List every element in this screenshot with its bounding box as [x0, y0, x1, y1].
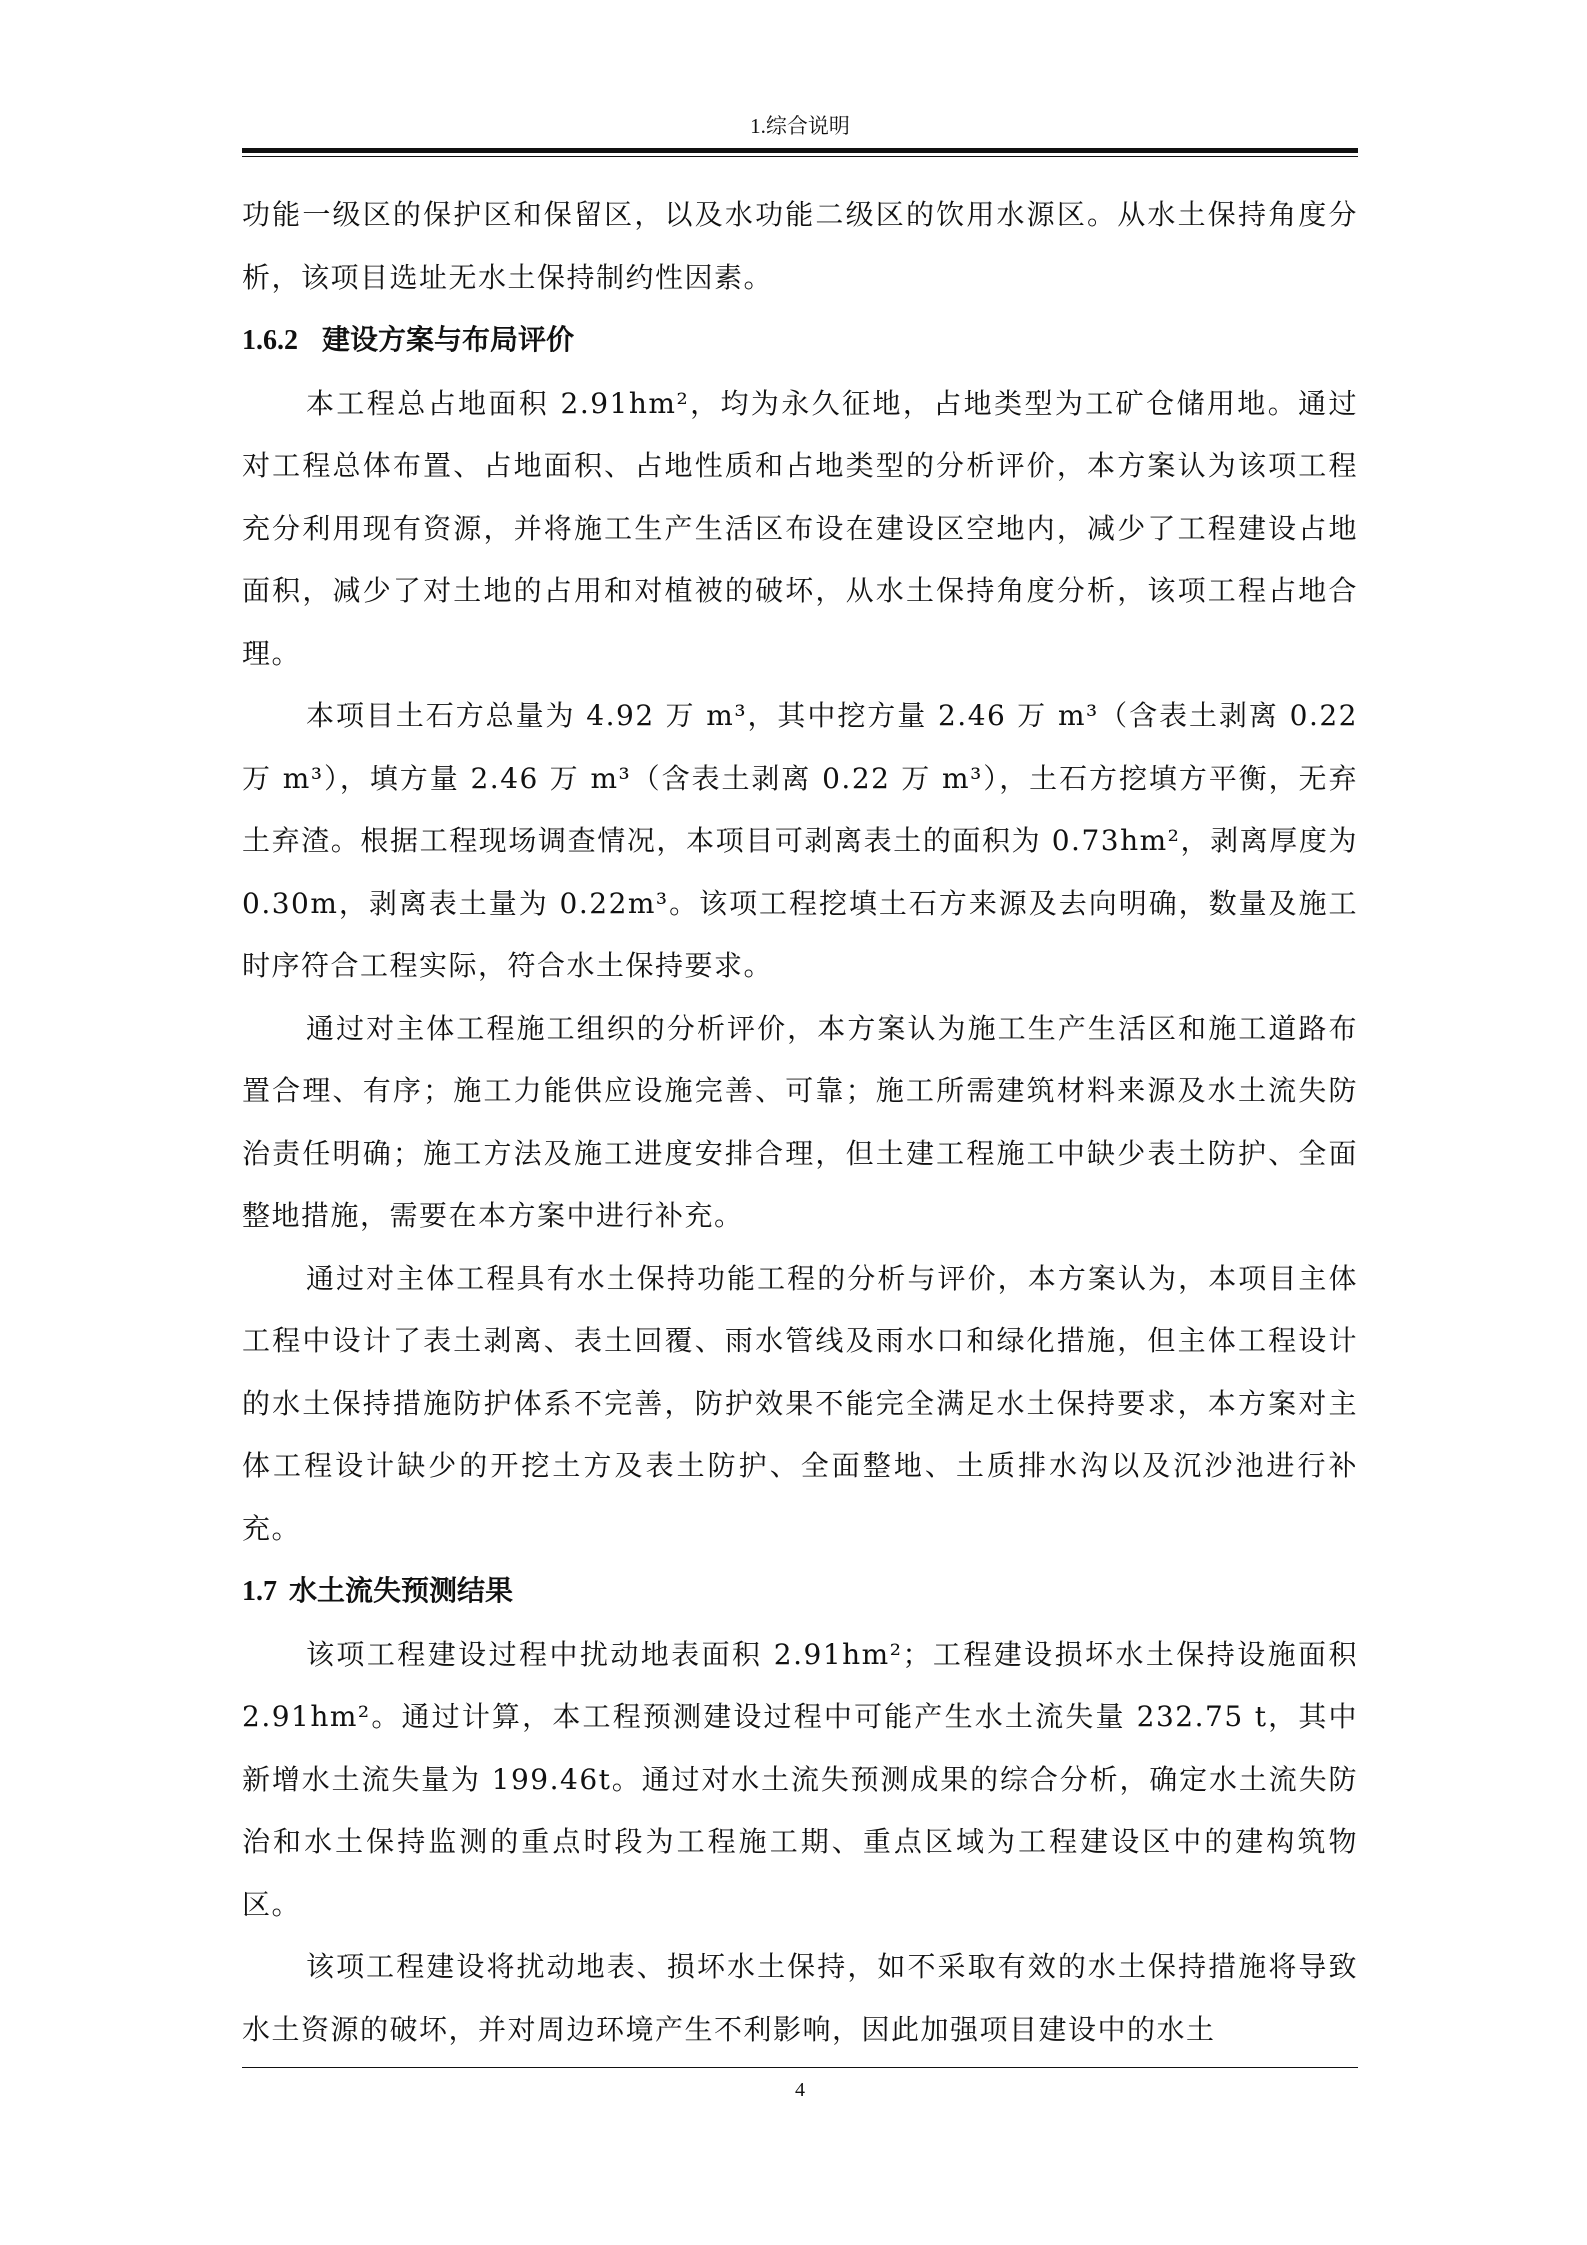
header-rule-thick — [242, 148, 1358, 153]
paragraph-construction-organization: 通过对主体工程施工组织的分析评价，本方案认为施工生产生活区和施工道路布置合理、有序；施工力能供应设施完善、可靠；施工所需建筑材料来源及水土流失防治责任明确；施工方法及施工进度安排合理，但土建工程施工中缺少表土防护、全面整地措施，需要在本方案中进行补充。 — [242, 1011, 1358, 1232]
section-title: 建设方案与布局评价 — [322, 323, 575, 356]
header-rule-thin — [242, 156, 1358, 157]
section-number: 1.6.2 — [242, 325, 298, 356]
section-title: 水土流失预测结果 — [289, 1574, 514, 1607]
paragraph-impact: 该项工程建设将扰动地表、损坏水土保持，如不采取有效的水土保持措施将导致水土资源的破坏，并对周边环境产生不利影响，因此加强项目建设中的水土 — [242, 1950, 1358, 2046]
running-header: 1.综合说明 — [750, 114, 850, 138]
section-number: 1.7 — [242, 1576, 277, 1607]
paragraph-land-use: 本工程总占地面积 2.91hm²，均为永久征地，占地类型为工矿仓储用地。通过对工程总体布置、占地面积、占地性质和占地类型的分析评价，本方案认为该项工程充分利用现有资源，并将施工生产生活区布设在建设区空地内，减少了工程建设占地面积，减少了对土地的占用和对植被的破坏，从水土保持角度分析，该项工程占地合理。 — [242, 386, 1358, 670]
paragraph-continued: 功能一级区的保护区和保留区，以及水功能二级区的饮用水源区。从水土保持角度分析，该项目选址无水土保持制约性因素。 — [242, 198, 1358, 294]
section-heading-1-7 — [242, 1560, 1358, 1624]
section-heading-1-6-2 — [242, 309, 1358, 373]
body-content — [242, 184, 1358, 2061]
footer-rule — [242, 2067, 1358, 2068]
page-number: 4 — [795, 2079, 805, 2101]
paragraph-soil-conservation-works: 通过对主体工程具有水土保持功能工程的分析与评价，本方案认为，本项目主体工程中设计了表土剥离、表土回覆、雨水管线及雨水口和绿化措施，但主体工程设计的水土保持措施防护体系不完善，防护效果不能完全满足水土保持要求，本方案对主体工程设计缺少的开挖土方及表土防护、全面整地、土质排水沟以及沉沙池进行补充。 — [242, 1261, 1358, 1545]
paragraph-erosion-prediction: 该项工程建设过程中扰动地表面积 2.91hm²；工程建设损坏水土保持设施面积 2.91hm²。通过计算，本工程预测建设过程中可能产生水土流失量 232.75 t，其中新增水土流失量为 199.46t。通过对水土流失预测成果的综合分析，确定水土流失防治和水土保持监测的重点时段为工程施工期、重点区域为工程建设区中的建构筑物区。 — [242, 1637, 1358, 1921]
paragraph-earthwork: 本项目土石方总量为 4.92 万 m³，其中挖方量 2.46 万 m³（含表土剥离 0.22 万 m³），填方量 2.46 万 m³（含表土剥离 0.22 万 m³），土石方挖填方平衡，无弃土弃渣。根据工程现场调查情况，本项目可剥离表土的面积为 0.73hm²，剥离厚度为 0.30m，剥离表土量为 0.22m³。该项工程挖填土石方来源及去向明确，数量及施工时序符合工程实际，符合水土保持要求。 — [242, 699, 1358, 982]
document-page — [242, 0, 1358, 2245]
